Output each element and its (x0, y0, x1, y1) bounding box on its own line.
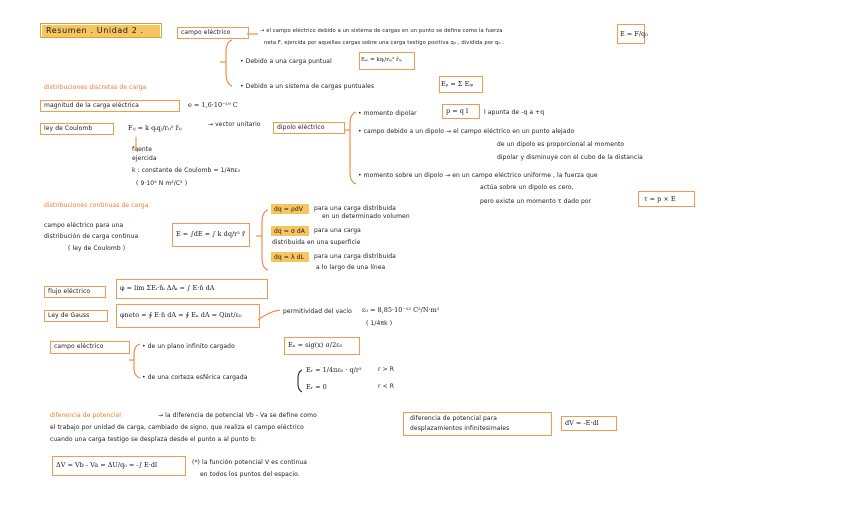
campo-plano-eq: Eₓ = sig(x) σ/2ε₀ (288, 341, 343, 349)
magnitud-value: e = 1,6·10⁻¹⁹ C (188, 101, 238, 109)
campo-corteza-eq-2: Eᵣ = 0 (306, 383, 327, 391)
potencial-note-1: (*) la función potencial V es continua (192, 459, 308, 466)
dipolo-label: dipolo eléctrico (277, 124, 325, 131)
campo-formula: E = F/q₀ (620, 30, 648, 38)
flujo-eq: φ = lim ΣEᵢ·n̂ᵢ ΔAᵢ = ∫ E·n̂ dA (120, 284, 215, 292)
heading-discretas: distribuciones discretas de carga (44, 84, 147, 91)
ejercida-note: ejercida (132, 155, 157, 162)
k-constant: k : constante de Coulomb = 1/4πε₀ (132, 167, 241, 174)
heading-continuas: distribuciones continuas de carga (44, 202, 149, 209)
dipolo-momento-note: l apunta de -q a +q (484, 109, 545, 116)
coulomb-label: ley de Coulomb (44, 125, 93, 132)
heading-potencial: diferencia de potencial (50, 412, 122, 419)
vector-unitario-note: → vector unitario (208, 121, 261, 128)
potencial-inf-label-1: diferencia de potencial para (410, 415, 498, 422)
dipolo-momento-sobre-1: • momento sobre un dipolo → en un campo eléctrico uniforme , la fuerza que (358, 172, 598, 179)
potencial-note-2: en todos los puntos del espacio. (200, 471, 300, 478)
potencial-def-2: el trabajo por unidad de carga, cambiado de signo, que realiza el campo eléctrico (50, 424, 304, 431)
dq-volume-text-2: en un determinado volumen (322, 213, 410, 220)
gauss-permitividad-value-2: ( 1/4πk ) (366, 320, 393, 327)
dq-volume-text-1: para una carga distribuida (314, 205, 396, 212)
dq-surface-text-2: distribuida en una superficie (272, 239, 361, 246)
continuas-desc-1: campo eléctrico para una (44, 222, 124, 229)
campo-corteza-cond-2: r < R (378, 383, 394, 390)
continuas-desc-2: distribución de carga continua (44, 233, 139, 240)
continuas-eq: E = ∫dE = ∫ k dq/r² r̂ (176, 230, 246, 238)
coulomb-eq: Fᵢⱼ = k qᵢqⱼ/rᵢⱼ² r̂ᵢⱼ (128, 124, 182, 132)
campo-bullet-sistema: • Debido a un sistema de cargas puntuales (240, 83, 375, 90)
dipolo-tau-eq: τ = p × E (644, 195, 676, 203)
campo-corteza-cond-1: r > R (378, 366, 394, 373)
gauss-permitividad-value: ε₀ = 8,85·10⁻¹² C²/N·m² (362, 306, 440, 314)
gauss-permitividad: permitividad del vacío (283, 308, 352, 315)
campo-plano-bullet: • de un plano infinito cargado (142, 343, 235, 350)
dipolo-campo-3: dipolar y disminuye con el cubo de la distancia (497, 154, 643, 161)
campo-corteza-bullet: • de una corteza esférica cargada (142, 374, 248, 381)
continuas-desc-3: ( ley de Coulomb ) (68, 245, 126, 252)
dq-line-label: dq = λ dL (274, 254, 304, 261)
campo-corteza-eq-1: Eᵣ = 1/4πε₀ · q/r² (306, 366, 362, 374)
potencial-def-1: → la diferencia de potencial Vb - Va se define como (158, 412, 317, 419)
dipolo-momento-sobre-3: pero existe un momento τ dado por (480, 198, 592, 205)
magnitud-label: magnitud de la carga eléctrica (44, 102, 139, 109)
dq-volume-label: dq = ρdV (274, 206, 303, 213)
dipolo-campo-1: • campo debido a un dipolo → el campo eléctrico en un punto alejado (358, 128, 575, 135)
dq-line-text-2: a lo largo de una línea (316, 264, 386, 271)
campo-definition-1: → el campo eléctrico debido a un sistema de cargas en un punto se define como la fuerza (260, 28, 503, 34)
gauss-eq: φneto = ∮ E·n̂ dA = ∮ Eₙ dA = Qint/ε₀ (120, 311, 242, 319)
potencial-inf-label-2: desplazamientos infinitesimales (410, 425, 510, 432)
potencial-eq: ΔV = Vb - Va = ΔU/q₀ = -∫ E·dl (56, 461, 158, 469)
campo-definition-2: neta F, ejercida por aquellas cargas sobre una carga testigo positiva q₀ , dividida por q₀ . (264, 40, 505, 46)
campo-sistema-eq: Eₚ = Σ Eᵢₚ (441, 80, 474, 88)
dipolo-momento-sobre-2: actúa sobre un dipolo es cero, (480, 184, 574, 191)
campo-puntual-eq: Eᵢₚ = kqᵢ/rᵢₚ² r̂ᵢₚ (361, 57, 403, 63)
potencial-inf-eq: dV = -E·dl (565, 419, 599, 427)
dipolo-campo-2: de un dipolo es proporcional al momento (497, 141, 625, 148)
dq-surface-label: dq = σ dA (274, 228, 305, 235)
k-value: ( 9·10⁹ N m²/C² ) (136, 180, 188, 187)
fuente-note: fuente (132, 146, 153, 153)
dq-surface-text-1: para una carga (314, 227, 361, 234)
campo-electrico-label: campo eléctrico (181, 29, 231, 36)
campo-gauss-label: campo eléctrico (54, 343, 104, 350)
dipolo-momento: • momento dipolar (358, 110, 417, 117)
flujo-label: flujo eléctrico (48, 288, 91, 295)
dipolo-momento-eq: p = q l (446, 107, 469, 115)
campo-bullet-puntual: • Debido a una carga puntual (240, 58, 332, 65)
potencial-def-3: cuando una carga testigo se desplaza desde el punto a al punto b: (50, 436, 257, 443)
dq-line-text-1: para una carga distribuida (314, 253, 396, 260)
page-title: Resumen . Unidad 2 . (46, 26, 144, 35)
gauss-label: Ley de Gauss (48, 312, 90, 319)
